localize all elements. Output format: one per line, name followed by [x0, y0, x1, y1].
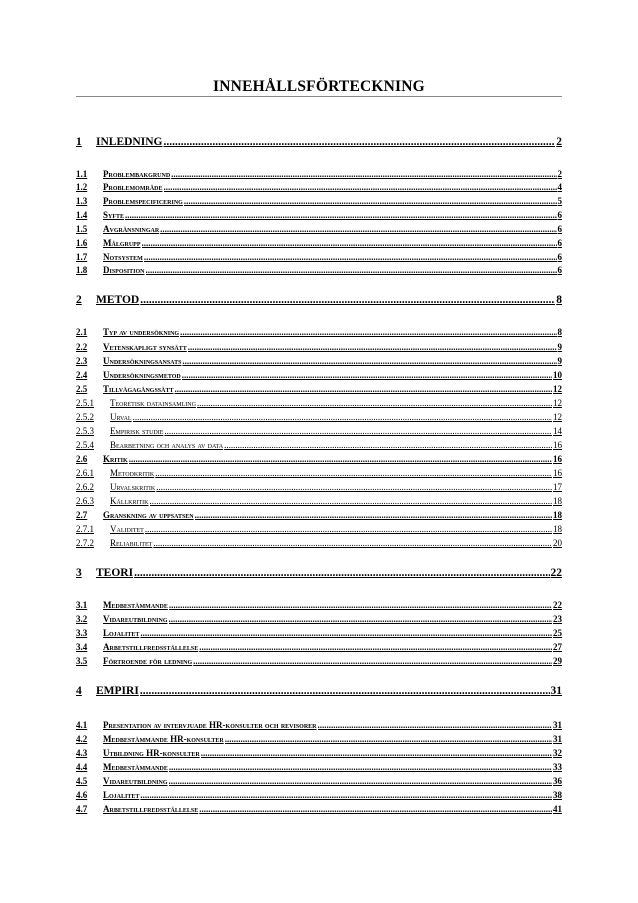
- toc-leader-dots: [169, 776, 552, 786]
- toc-label: Empirisk studie: [110, 426, 164, 436]
- toc-leader-dots: [195, 510, 552, 520]
- toc-number: 2.6.1: [76, 468, 94, 478]
- toc-number: 2.5.3: [76, 426, 94, 436]
- toc-number: 3: [76, 567, 82, 579]
- toc-label: EMPIRI: [96, 685, 139, 697]
- toc-number: 2.6.3: [76, 496, 94, 506]
- toc-label: Förtroende för ledning: [103, 656, 193, 666]
- toc-number: 3.4: [76, 642, 88, 652]
- toc-number: 4.6: [76, 790, 88, 800]
- toc-number: 1.2: [76, 182, 88, 192]
- toc-label: Urvalskritik: [110, 482, 156, 492]
- toc-page-number: 31: [553, 720, 562, 730]
- toc-leader-dots: [197, 398, 552, 408]
- toc-number: 1.3: [76, 196, 88, 206]
- toc-page-number: 16: [553, 440, 562, 450]
- toc-leader-dots: [164, 426, 552, 436]
- toc-page-number: 23: [553, 614, 562, 624]
- toc-label: Syfte: [103, 210, 125, 220]
- toc-chapter[interactable]: [76, 567, 562, 579]
- toc-leader-dots: [169, 614, 552, 624]
- toc-label: Problemområde: [103, 182, 163, 192]
- toc-page-number: 8: [557, 327, 562, 337]
- toc-leader-dots: [145, 524, 552, 534]
- toc-label: Teoretisk datainsamling: [110, 398, 196, 408]
- toc-page-number: 2: [557, 169, 562, 179]
- toc-page-number: 25: [553, 628, 562, 638]
- toc-label: Undersökningsansats: [103, 356, 182, 366]
- toc-section[interactable]: [76, 720, 562, 730]
- toc-leader-dots: [140, 685, 550, 697]
- toc-subsection[interactable]: [76, 538, 562, 548]
- toc-section[interactable]: [76, 748, 562, 758]
- toc-section[interactable]: [76, 265, 562, 275]
- toc-number: 4.4: [76, 762, 88, 772]
- toc-page-number: 5: [557, 196, 562, 206]
- toc-leader-dots: [182, 370, 552, 380]
- toc-page-number: 22: [553, 600, 562, 610]
- toc-label: Vidareutbildning: [103, 776, 168, 786]
- toc-leader-dots: [193, 656, 552, 666]
- toc-number: 3.2: [76, 614, 88, 624]
- toc-page-number: 32: [553, 748, 562, 758]
- toc-leader-dots: [318, 720, 552, 730]
- toc-subsection[interactable]: [76, 496, 562, 506]
- toc-number: 1.5: [76, 224, 88, 234]
- toc-section[interactable]: [76, 804, 562, 814]
- toc-section[interactable]: [76, 182, 562, 192]
- toc-page-number: 8: [556, 294, 562, 306]
- toc-number: 3.1: [76, 600, 88, 610]
- toc-label: Typ av undersökning: [103, 327, 180, 337]
- toc-page-number: 4: [557, 182, 562, 192]
- toc-number: 1.7: [76, 252, 88, 262]
- toc-label: Vidareutbildning: [103, 614, 168, 624]
- toc-number: 4.5: [76, 776, 88, 786]
- toc-number: 4.7: [76, 804, 88, 814]
- toc-page-number: 14: [553, 426, 562, 436]
- toc-label: Kritik: [103, 454, 128, 464]
- toc-label: Vetenskapligt synsätt: [103, 342, 187, 352]
- toc-label: Avgränsningar: [103, 224, 160, 234]
- toc-section[interactable]: [76, 510, 562, 520]
- toc-label: Urval: [110, 412, 132, 422]
- toc-label: Arbetstillfredsställelse: [103, 642, 199, 652]
- toc-page-number: 12: [553, 412, 562, 422]
- toc-section[interactable]: [76, 327, 562, 337]
- toc-number: 3.5: [76, 656, 88, 666]
- toc-label: Medbestämmande: [103, 762, 168, 772]
- toc-page-number: 16: [553, 468, 562, 478]
- toc-number: 4.1: [76, 720, 88, 730]
- toc-leader-dots: [224, 440, 552, 450]
- toc-number: 2.5.4: [76, 440, 94, 450]
- toc-label: Målgrupp: [103, 238, 141, 248]
- toc-label: Utbildning HR-konsulter: [103, 748, 200, 758]
- toc-page-number: 22: [550, 567, 562, 579]
- toc-subsection[interactable]: [76, 468, 562, 478]
- toc-leader-dots: [125, 210, 556, 220]
- toc-page-number: 6: [557, 238, 562, 248]
- toc-label: Disposition: [103, 265, 145, 275]
- toc-leader-dots: [164, 182, 557, 192]
- title-rule: [76, 96, 562, 97]
- toc-leader-dots: [146, 265, 557, 275]
- toc-page-number: 27: [553, 642, 562, 652]
- toc-page-number: 6: [557, 224, 562, 234]
- toc-section[interactable]: [76, 614, 562, 624]
- toc-leader-dots: [225, 734, 552, 744]
- toc-label: Medbestämmande HR-konsulter: [103, 734, 224, 744]
- toc-label: Bearbetning och analys av data: [110, 440, 224, 450]
- toc-page-number: 18: [553, 496, 562, 506]
- toc-number: 2.6: [76, 454, 88, 464]
- toc-label: METOD: [96, 294, 140, 306]
- toc-number: 2.3: [76, 356, 88, 366]
- toc-subsection[interactable]: [76, 482, 562, 492]
- toc-leader-dots: [144, 252, 557, 262]
- toc-number: 2.4: [76, 370, 88, 380]
- toc-subsection[interactable]: [76, 398, 562, 408]
- toc-leader-dots: [199, 804, 552, 814]
- page-title: INNEHÅLLSFÖRTECKNING: [213, 78, 425, 95]
- toc-page-number: 9: [557, 342, 562, 352]
- toc-section[interactable]: [76, 790, 562, 800]
- toc-section[interactable]: [76, 600, 562, 610]
- toc-section[interactable]: [76, 762, 562, 772]
- toc-label: Notsystem: [103, 252, 143, 262]
- toc-subsection[interactable]: [76, 412, 562, 422]
- toc-label: Arbetstillfredsställelse: [103, 804, 199, 814]
- toc-leader-dots: [140, 294, 555, 306]
- toc-page-number: 18: [553, 510, 562, 520]
- toc-page-number: 12: [553, 384, 562, 394]
- toc-page-number: 33: [553, 762, 562, 772]
- toc-section[interactable]: [76, 238, 562, 248]
- toc-leader-dots: [169, 762, 552, 772]
- toc-number: 1: [76, 136, 82, 148]
- toc-number: 2: [76, 294, 82, 306]
- toc-section[interactable]: [76, 734, 562, 744]
- toc-label: Medbestämmande: [103, 600, 168, 610]
- toc-page-number: 6: [557, 265, 562, 275]
- toc-section[interactable]: [76, 224, 562, 234]
- toc-section[interactable]: [76, 454, 562, 464]
- toc-number: 4: [76, 685, 82, 697]
- toc-subsection[interactable]: [76, 440, 562, 450]
- toc-subsection[interactable]: [76, 524, 562, 534]
- toc-page-number: 31: [550, 685, 562, 697]
- toc-page-number: 6: [557, 252, 562, 262]
- toc-number: 2.5.1: [76, 398, 94, 408]
- toc-label: Presentation av intervjuade HR-konsulter och revisorer: [103, 720, 317, 730]
- toc-leader-dots: [171, 169, 556, 179]
- toc-page-number: 38: [553, 790, 562, 800]
- toc-page-number: 16: [553, 454, 562, 464]
- toc-leader-dots: [129, 454, 552, 464]
- toc-page-number: 20: [553, 538, 562, 548]
- toc-leader-dots: [174, 384, 552, 394]
- toc-label: Problembakgrund: [103, 169, 171, 179]
- toc-label: Metodkritik: [110, 468, 155, 478]
- toc-page-number: 31: [553, 734, 562, 744]
- toc-page-number: 2: [556, 136, 562, 148]
- toc-label: Validitet: [110, 524, 144, 534]
- toc-number: 1.6: [76, 238, 88, 248]
- toc-number: 2.6.2: [76, 482, 94, 492]
- toc-number: 4.3: [76, 748, 88, 758]
- toc-section[interactable]: [76, 169, 562, 179]
- toc-label: Källkritik: [110, 496, 149, 506]
- toc-page-number: 10: [553, 370, 562, 380]
- toc-section[interactable]: [76, 776, 562, 786]
- toc-section[interactable]: [76, 628, 562, 638]
- toc-page-number: 29: [553, 656, 562, 666]
- toc-page-number: 9: [557, 356, 562, 366]
- toc-leader-dots: [201, 748, 552, 758]
- toc-label: Lojalitet: [103, 628, 140, 638]
- toc-leader-dots: [155, 468, 552, 478]
- toc-leader-dots: [150, 496, 553, 506]
- toc-leader-dots: [133, 412, 552, 422]
- toc-leader-dots: [153, 538, 552, 548]
- toc-leader-dots: [182, 356, 556, 366]
- toc-leader-dots: [142, 238, 557, 248]
- toc-section[interactable]: [76, 252, 562, 262]
- toc-number: 2.5: [76, 384, 88, 394]
- toc-label: Problemspecificering: [103, 196, 183, 206]
- toc-number: 4.2: [76, 734, 88, 744]
- toc-number: 2.7.2: [76, 538, 94, 548]
- toc-leader-dots: [169, 600, 552, 610]
- toc-leader-dots: [180, 327, 556, 337]
- toc-leader-dots: [184, 196, 557, 206]
- toc-chapter[interactable]: [76, 294, 562, 306]
- toc-section[interactable]: [76, 356, 562, 366]
- toc-label: Granskning av uppsatsen: [103, 510, 194, 520]
- toc-chapter[interactable]: [76, 136, 562, 148]
- toc-subsection[interactable]: [76, 426, 562, 436]
- toc-leader-dots: [160, 224, 556, 234]
- toc-number: 2.7.1: [76, 524, 94, 534]
- toc-page-number: 36: [553, 776, 562, 786]
- toc-leader-dots: [140, 790, 552, 800]
- toc-section[interactable]: [76, 210, 562, 220]
- toc-chapter[interactable]: [76, 685, 562, 697]
- toc-section[interactable]: [76, 656, 562, 666]
- toc-number: 2.2: [76, 342, 88, 352]
- toc-number: 3.3: [76, 628, 88, 638]
- toc-section[interactable]: [76, 370, 562, 380]
- toc-number: 2.1: [76, 327, 88, 337]
- toc-leader-dots: [156, 482, 552, 492]
- toc-number: 2.7: [76, 510, 88, 520]
- toc-page-number: 6: [557, 210, 562, 220]
- toc-number: 2.5.2: [76, 412, 94, 422]
- toc-label: INLEDNING: [96, 136, 163, 148]
- toc-leader-dots: [134, 567, 549, 579]
- toc-leader-dots: [199, 642, 552, 652]
- toc-page-number: 12: [553, 398, 562, 408]
- toc-page-number: 18: [553, 524, 562, 534]
- toc-section[interactable]: [76, 642, 562, 652]
- toc-leader-dots: [163, 136, 555, 148]
- toc-number: 1.4: [76, 210, 88, 220]
- toc-leader-dots: [140, 628, 552, 638]
- toc-section[interactable]: [76, 196, 562, 206]
- toc-label: Tillvägagångssätt: [103, 384, 174, 394]
- toc-section[interactable]: [76, 342, 562, 352]
- toc-label: Undersökningsmetod: [103, 370, 181, 380]
- toc-leader-dots: [188, 342, 557, 352]
- toc-label: Reliabilitet: [110, 538, 153, 548]
- toc-label: Lojalitet: [103, 790, 140, 800]
- toc-label: TEORI: [96, 567, 134, 579]
- toc-number: 1.8: [76, 265, 88, 275]
- toc-page-number: 17: [553, 482, 562, 492]
- toc-page-number: 41: [553, 804, 562, 814]
- toc-number: 1.1: [76, 169, 88, 179]
- toc-section[interactable]: [76, 384, 562, 394]
